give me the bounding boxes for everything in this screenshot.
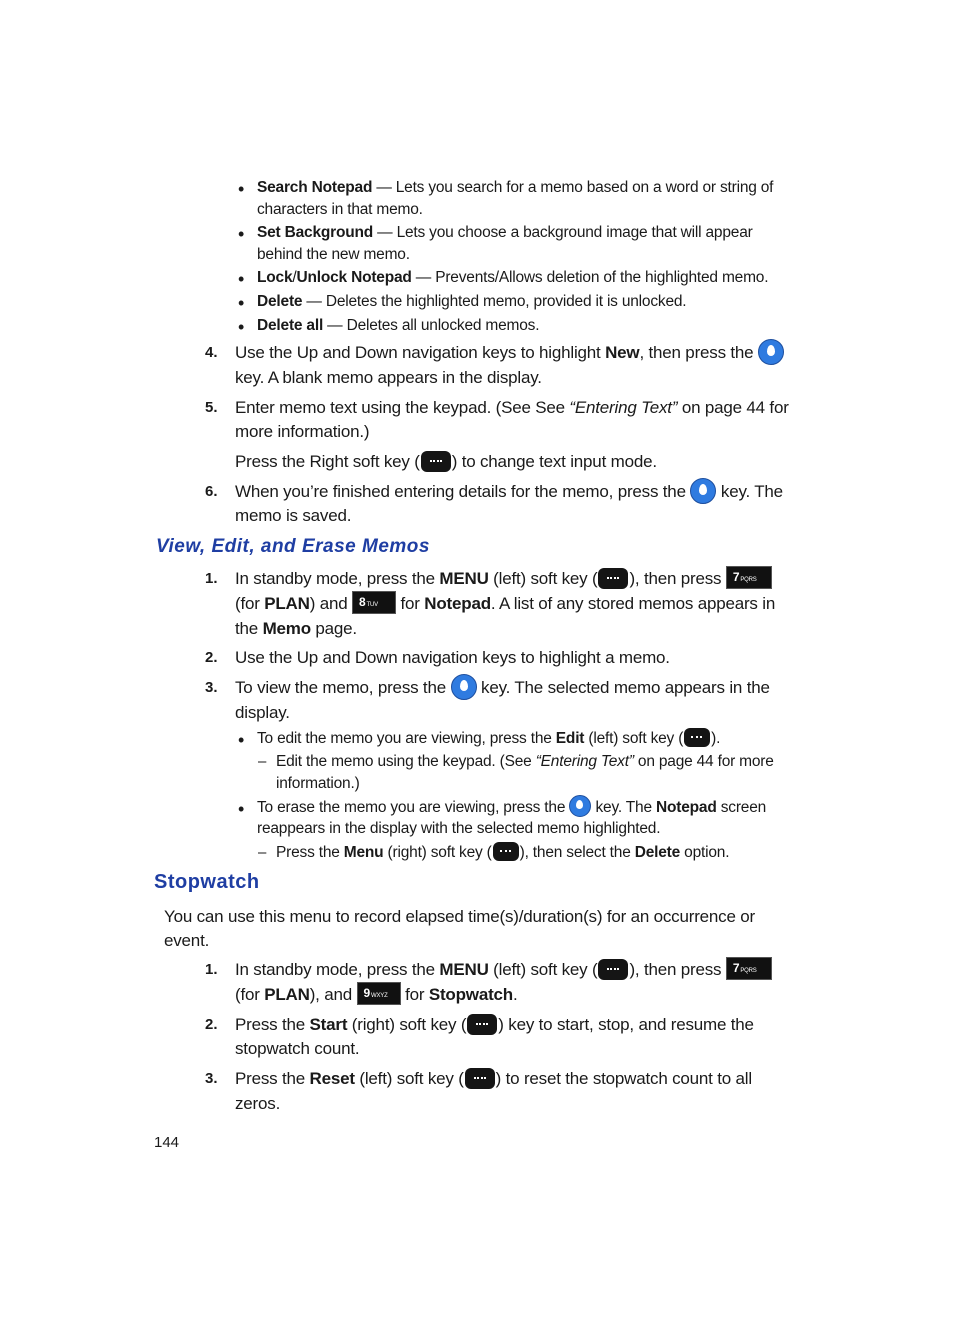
ok-key-icon bbox=[451, 674, 477, 700]
dash-edit-keypad: Edit the memo using the keypad. (See “Entering Text” on page 44 for more bbox=[276, 753, 774, 770]
dash-press-menu: Press the Menu (right) soft key ( ), then select the Delete option. bbox=[276, 843, 729, 863]
bullet: • bbox=[238, 269, 245, 289]
ok-key-icon bbox=[758, 339, 784, 365]
bullet-edit-memo: To edit the memo you are viewing, press the Edit (left) soft key ( ). bbox=[257, 729, 720, 749]
bullet-erase-memo-cont: reappears in the display with the selected memo highlighted. bbox=[257, 820, 661, 837]
right-soft-key-icon bbox=[467, 1014, 497, 1035]
bullet: • bbox=[238, 799, 245, 819]
bullet: • bbox=[238, 224, 245, 244]
section-heading-view-edit-erase: View, Edit, and Erase Memos bbox=[156, 536, 430, 557]
step-number: 1. bbox=[205, 570, 218, 587]
view-step-1-line3: the Memo page. bbox=[235, 619, 357, 638]
bullet: • bbox=[238, 293, 245, 313]
bullet-search-notepad: Search Notepad — Lets you search for a memo based on a word or string of bbox=[257, 179, 774, 196]
dash: – bbox=[258, 844, 267, 861]
step-number: 1. bbox=[205, 961, 218, 978]
stopwatch-intro-line1: You can use this menu to record elapsed time(s)/duration(s) for an occurrence or bbox=[164, 907, 755, 926]
step-number: 5. bbox=[205, 399, 218, 416]
step-number: 2. bbox=[205, 1016, 218, 1033]
stopwatch-step-1-line1: In standby mode, press the MENU (left) soft key ( ), then press 7PQRS bbox=[235, 959, 772, 981]
step-6-line2: memo is saved. bbox=[235, 506, 352, 525]
key-9-icon: 9WXYZ bbox=[357, 982, 401, 1005]
step-5-press: Press the Right soft key ( ) to change text input mode. bbox=[235, 452, 657, 471]
stopwatch-step-1-line2: (for PLAN), and 9WXYZ for Stopwatch. bbox=[235, 984, 518, 1006]
step-6-line1: When you’re finished entering details for the memo, press the key. The bbox=[235, 481, 783, 504]
bullet-delete: Delete — Deletes the highlighted memo, provided it is unlocked. bbox=[257, 293, 687, 310]
step-number: 2. bbox=[205, 649, 218, 666]
ok-key-icon bbox=[690, 478, 716, 504]
view-step-1-line1: In standby mode, press the MENU (left) soft key ( ), then press 7PQRS bbox=[235, 568, 772, 590]
bullet-erase-memo: To erase the memo you are viewing, press the key. The Notepad screen bbox=[257, 798, 766, 818]
dash: – bbox=[258, 753, 267, 770]
left-soft-key-icon bbox=[598, 959, 628, 980]
step-number: 4. bbox=[205, 344, 218, 361]
bullet-lock-unlock: Lock/Unlock Notepad — Prevents/Allows deletion of the highlighted memo. bbox=[257, 269, 769, 286]
stopwatch-step-3-line1: Press the Reset (left) soft key ( ) to reset the stopwatch count to all bbox=[235, 1069, 752, 1088]
left-soft-key-icon bbox=[598, 568, 628, 589]
right-soft-key-icon bbox=[421, 451, 451, 472]
stopwatch-step-3-line2: zeros. bbox=[235, 1094, 281, 1113]
stopwatch-step-2-line1: Press the Start (right) soft key ( ) key to start, stop, and resume the bbox=[235, 1015, 754, 1034]
step-4-line1: Use the Up and Down navigation keys to highlight New, then press the bbox=[235, 342, 784, 365]
view-step-1-line2: (for PLAN) and 8TUV for Notepad. A list of any stored memos appears in bbox=[235, 593, 775, 615]
section-heading-stopwatch: Stopwatch bbox=[154, 871, 260, 893]
step-4-line2: key. A blank memo appears in the display. bbox=[235, 368, 542, 387]
ok-key-icon bbox=[569, 795, 591, 817]
key-7-icon: 7PQRS bbox=[726, 566, 772, 589]
view-step-3-line1: To view the memo, press the key. The selected memo appears in the bbox=[235, 677, 770, 700]
left-soft-key-icon bbox=[684, 728, 710, 747]
step-5-line1: Enter memo text using the keypad. (See See “Entering Text” on page 44 for bbox=[235, 398, 789, 417]
dash-edit-keypad-cont: information.) bbox=[276, 775, 360, 792]
key-8-icon: 8TUV bbox=[352, 591, 396, 614]
bullet: • bbox=[238, 730, 245, 750]
key-7-icon: 7PQRS bbox=[726, 957, 772, 980]
bullet-delete-all: Delete all — Deletes all unlocked memos. bbox=[257, 317, 540, 334]
bullet: • bbox=[238, 179, 245, 199]
stopwatch-intro-line2: event. bbox=[164, 931, 210, 950]
bullet-set-background: Set Background — Lets you choose a background image that will appear bbox=[257, 224, 753, 241]
step-number: 3. bbox=[205, 679, 218, 696]
step-5-line2: more information.) bbox=[235, 422, 370, 441]
bullet-search-notepad-cont: characters in that memo. bbox=[257, 201, 423, 218]
step-number: 6. bbox=[205, 483, 218, 500]
step-number: 3. bbox=[205, 1070, 218, 1087]
left-soft-key-icon bbox=[465, 1068, 495, 1089]
page-number: 144 bbox=[154, 1134, 180, 1151]
right-soft-key-icon bbox=[493, 842, 519, 861]
view-step-3-line2: display. bbox=[235, 703, 290, 722]
bullet: • bbox=[238, 317, 245, 337]
bullet-set-background-cont: behind the new memo. bbox=[257, 246, 410, 263]
view-step-2: Use the Up and Down navigation keys to highlight a memo. bbox=[235, 648, 670, 667]
stopwatch-step-2-line2: stopwatch count. bbox=[235, 1039, 360, 1058]
